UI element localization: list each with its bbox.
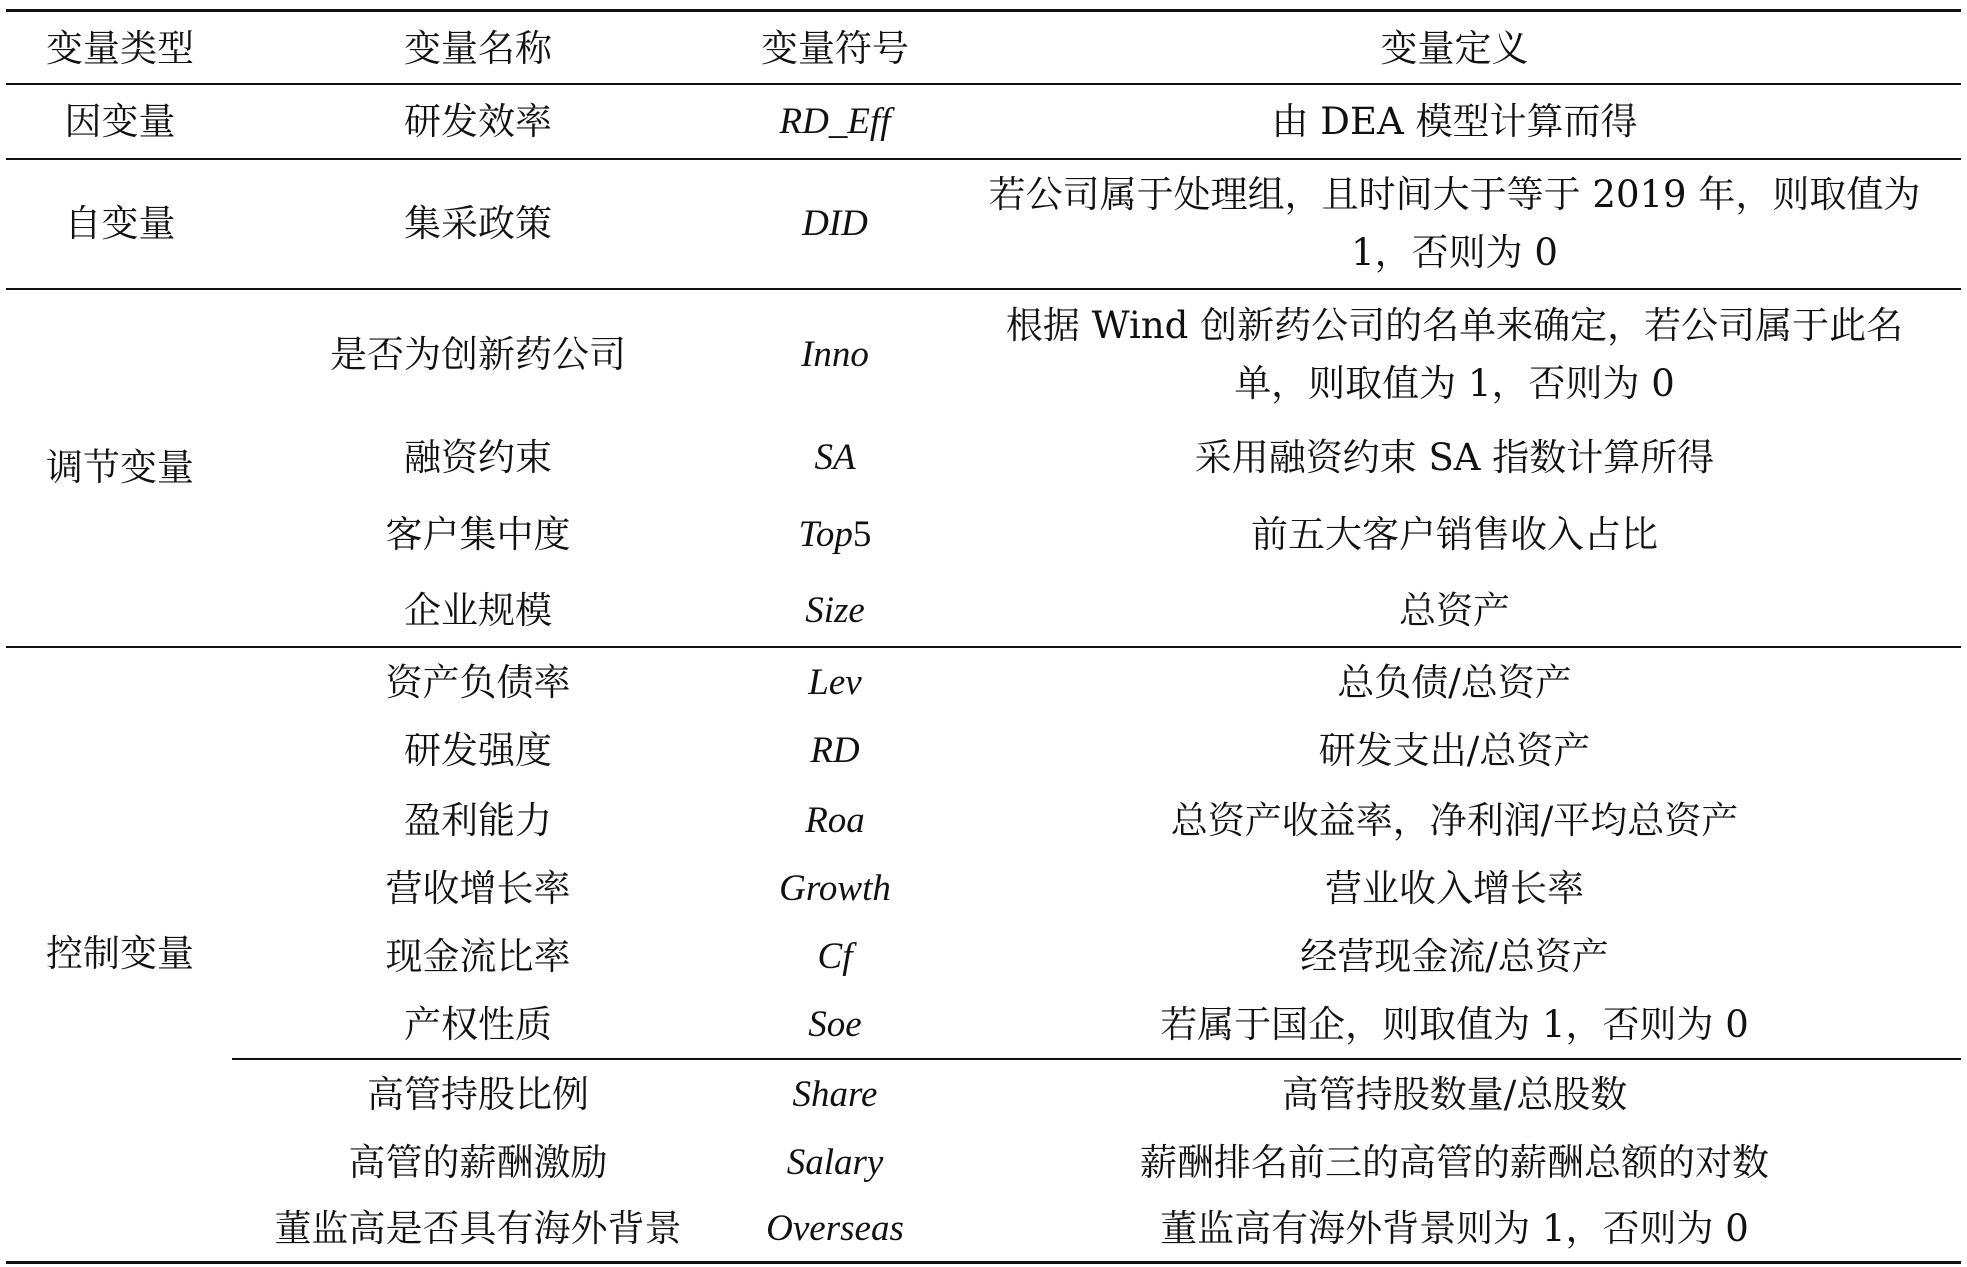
table-row-definition: 总资产 [1399,589,1510,632]
table-row-symbol: Cf [817,936,853,977]
table-row-name: 产权性质 [404,1003,552,1046]
table-row-name: 高管的薪酬激励 [348,1141,608,1184]
table-row-symbol: Share [792,1074,878,1115]
group-label-moderating: 调节变量 [46,446,194,489]
table-row-name: 研发效率 [404,100,552,143]
table-row-symbol: RD [810,730,860,771]
table-row-symbol: SA [814,437,856,478]
header-variable-type: 变量类型 [46,27,194,70]
table-row-symbol: Growth [779,868,891,909]
table-row-name: 是否为创新药公司 [330,333,626,376]
table-row-definition: 由 DEA 模型计算而得 [1271,100,1638,143]
table-row-symbol: Salary [786,1142,884,1183]
table-row-symbol: Lev [808,662,862,703]
table-row-definition: 董监高有海外背景则为 1，否则为 0 [1160,1207,1749,1250]
table-row-definition: 若公司属于处理组，且时间大于等于 2019 年，则取值为 1，否则为 0 [988,173,1921,274]
table-row-definition: 采用融资约束 SA 指数计算所得 [1194,436,1715,479]
table-row-definition: 若属于国企，则取值为 1，否则为 0 [1160,1003,1749,1046]
header-variable-name: 变量名称 [404,27,552,70]
table-row-definition: 总负债/总资产 [1337,661,1572,704]
group-label-independent: 自变量 [64,202,176,245]
table-row-name: 现金流比率 [385,935,571,978]
table-row-definition: 前五大客户销售收入占比 [1251,513,1658,556]
table-row-name: 研发强度 [404,729,552,772]
table-row-symbol: Size [805,590,865,631]
table-row-definition: 根据 Wind 创新药公司的名单来确定，若公司属于此名单，则取值为 1，否则为 0 [1005,304,1904,405]
header-variable-symbol: 变量符号 [761,27,909,70]
table-row-symbol: Roa [805,800,865,841]
table-row-name: 客户集中度 [385,513,571,556]
table-row-name: 盈利能力 [404,799,552,842]
table-row-name: 董监高是否具有海外背景 [274,1207,682,1250]
table-row-symbol: Soe [808,1004,862,1045]
subgroup-rule [232,1058,1961,1060]
table-row-symbol: Overseas [766,1208,904,1249]
table-row-name: 高管持股比例 [367,1073,589,1116]
table-row-symbol: Inno [801,334,869,375]
table-top-rule [6,9,1961,12]
table-row-name: 企业规模 [404,589,552,632]
table-row-name: 融资约束 [404,436,552,479]
table-row-definition: 薪酬排名前三的高管的薪酬总额的对数 [1140,1141,1769,1184]
table-row-definition: 经营现金流/总资产 [1300,935,1609,978]
group-label-dependent: 因变量 [64,100,176,143]
table-row-symbol: DID [802,203,868,244]
table-row-definition: 营业收入增长率 [1325,867,1584,910]
table-row-definition: 高管持股数量/总股数 [1281,1073,1628,1116]
table-row-definition: 研发支出/总资产 [1318,729,1591,772]
table-row-name: 资产负债率 [385,661,571,704]
header-variable-definition: 变量定义 [1380,27,1529,70]
table-row-symbol: RD_Eff [779,101,891,142]
group-rule [6,646,1961,648]
table-row-symbol: Top 5 [798,514,872,555]
table-row-definition: 总资产收益率，净利润/平均总资产 [1170,799,1739,842]
group-label-control: 控制变量 [46,932,194,975]
table-row-name: 集采政策 [404,202,552,245]
table-row-name: 营收增长率 [385,867,571,910]
